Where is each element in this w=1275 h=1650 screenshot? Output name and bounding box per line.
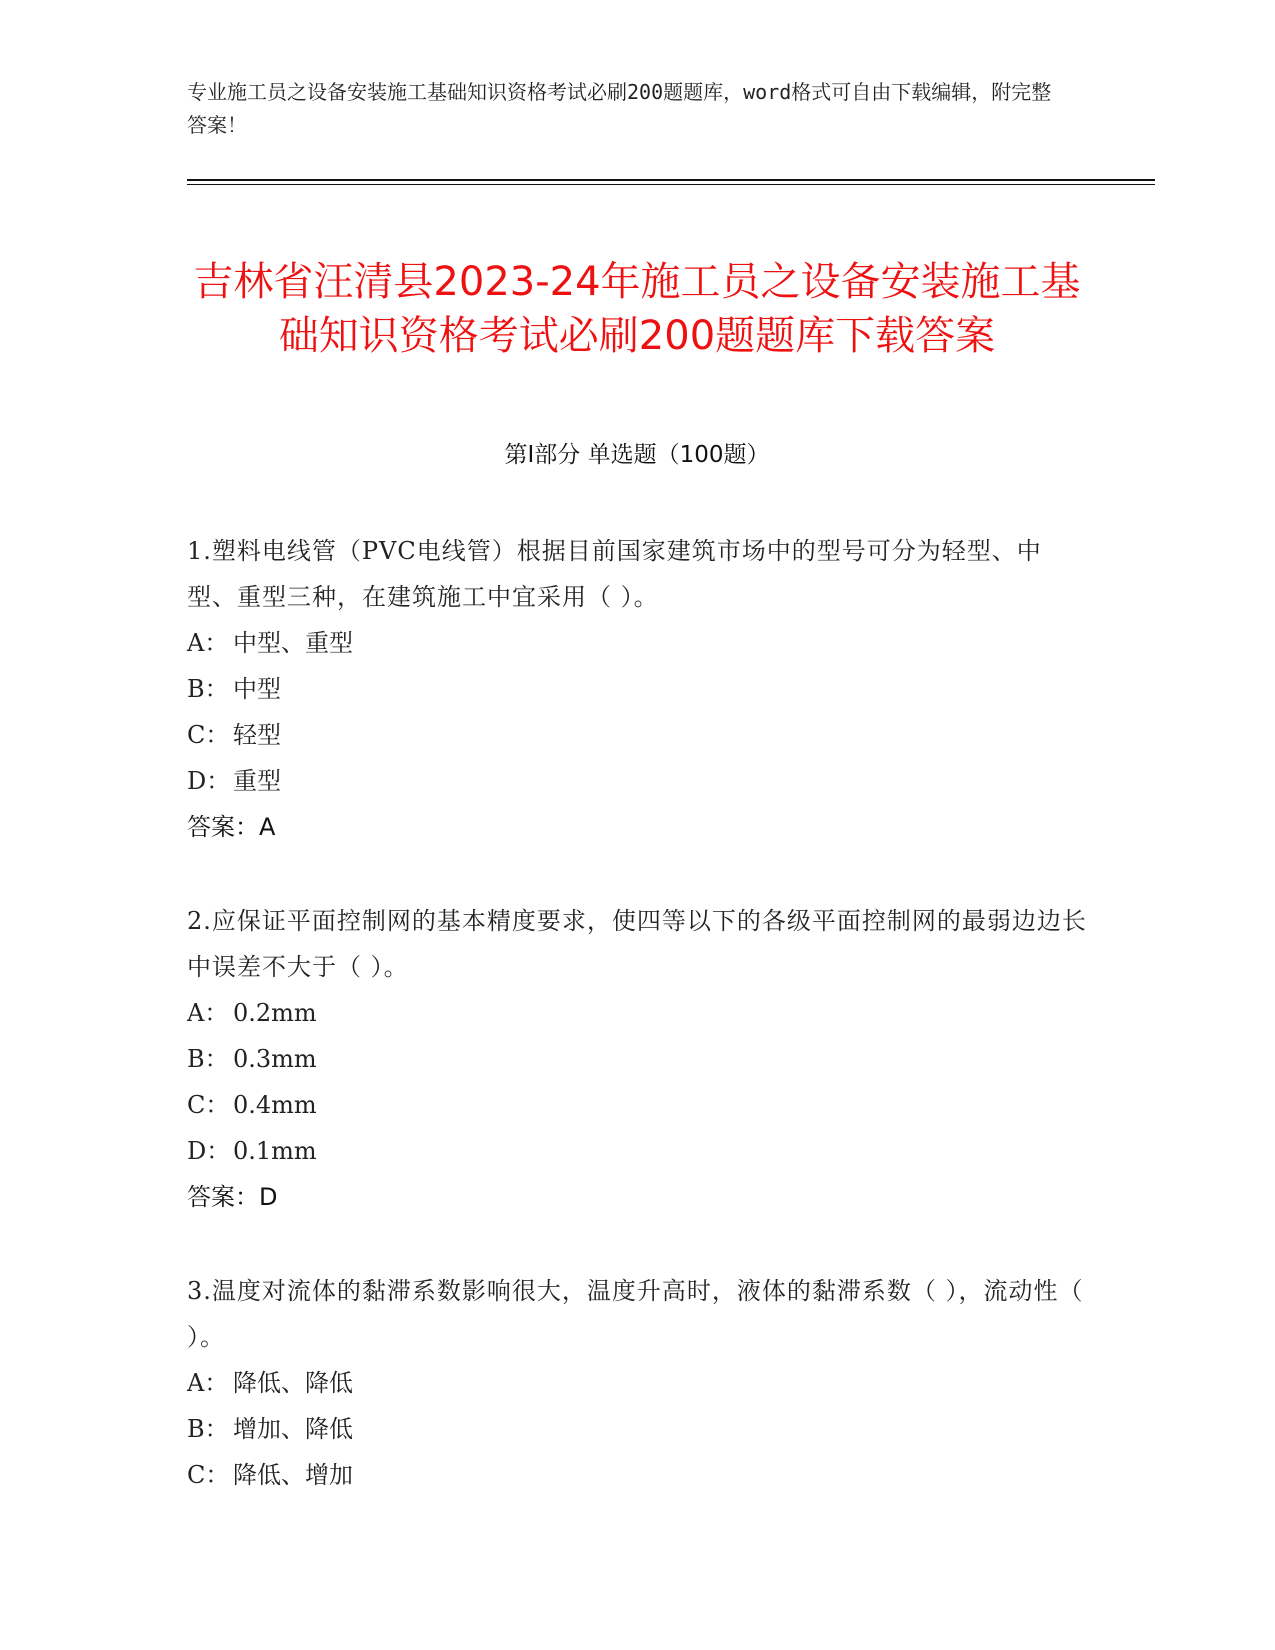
option-text: 中型、重型: [233, 629, 353, 657]
answer-line: 答案：D: [187, 1183, 278, 1211]
question-stem: 3.温度对流体的黏滞系数影响很大，温度升高时，液体的黏滞系数（ ），流动性（ ）。: [187, 1277, 1084, 1351]
question-3: [187, 1268, 1087, 1498]
option-c: [187, 1452, 1087, 1498]
option-key: C：: [187, 1461, 230, 1489]
question-list: [187, 528, 1087, 1546]
section-heading: 第Ⅰ部分 单选题（100题）: [504, 442, 770, 468]
header-note: 专业施工员之设备安装施工基础知识资格考试必刷200题题库，word格式可自由下载编辑，附完整答案！: [187, 80, 1052, 137]
option-key: B：: [187, 1045, 229, 1073]
option-text: 0.2mm: [233, 999, 317, 1027]
header-rule-thin: [187, 184, 1155, 185]
option-text: 中型: [233, 675, 281, 703]
option-a: [187, 620, 1087, 666]
question-stem: 1.塑料电线管（PVC电线管）根据目前国家建筑市场中的型号可分为轻型、中型、重型三种，在建筑施工中宜采用（ ）。: [187, 537, 1042, 611]
option-text: 降低、增加: [233, 1461, 353, 1489]
option-a: [187, 1360, 1087, 1406]
option-d: [187, 1128, 1087, 1174]
option-b: [187, 1406, 1087, 1452]
option-key: C：: [187, 1091, 230, 1119]
option-key: C：: [187, 721, 230, 749]
option-text: 0.4mm: [233, 1091, 317, 1119]
option-text: 重型: [233, 767, 281, 795]
option-b: [187, 666, 1087, 712]
option-a: [187, 990, 1087, 1036]
question-2: [187, 898, 1087, 1220]
document-title: 吉林省汪清县2023-24年施工员之设备安装施工基础知识资格考试必刷200题题库下载答案: [193, 258, 1081, 359]
option-key: A：: [187, 999, 229, 1027]
option-c: [187, 1082, 1087, 1128]
option-text: 降低、降低: [233, 1369, 353, 1397]
option-key: D：: [187, 767, 231, 795]
option-text: 增加、降低: [233, 1415, 353, 1443]
question-1: [187, 528, 1087, 850]
option-text: 0.3mm: [233, 1045, 317, 1073]
answer-line: 答案：A: [187, 813, 276, 841]
question-stem: 2.应保证平面控制网的基本精度要求，使四等以下的各级平面控制网的最弱边边长中误差不大于（ ）。: [187, 907, 1087, 981]
option-key: A：: [187, 1369, 229, 1397]
option-b: [187, 1036, 1087, 1082]
option-key: B：: [187, 675, 229, 703]
option-key: A：: [187, 629, 229, 657]
option-c: [187, 712, 1087, 758]
option-d: [187, 758, 1087, 804]
option-key: B：: [187, 1415, 229, 1443]
header-rule-thick: [187, 179, 1155, 181]
option-text: 0.1mm: [233, 1137, 317, 1165]
option-text: 轻型: [233, 721, 281, 749]
option-key: D：: [187, 1137, 231, 1165]
